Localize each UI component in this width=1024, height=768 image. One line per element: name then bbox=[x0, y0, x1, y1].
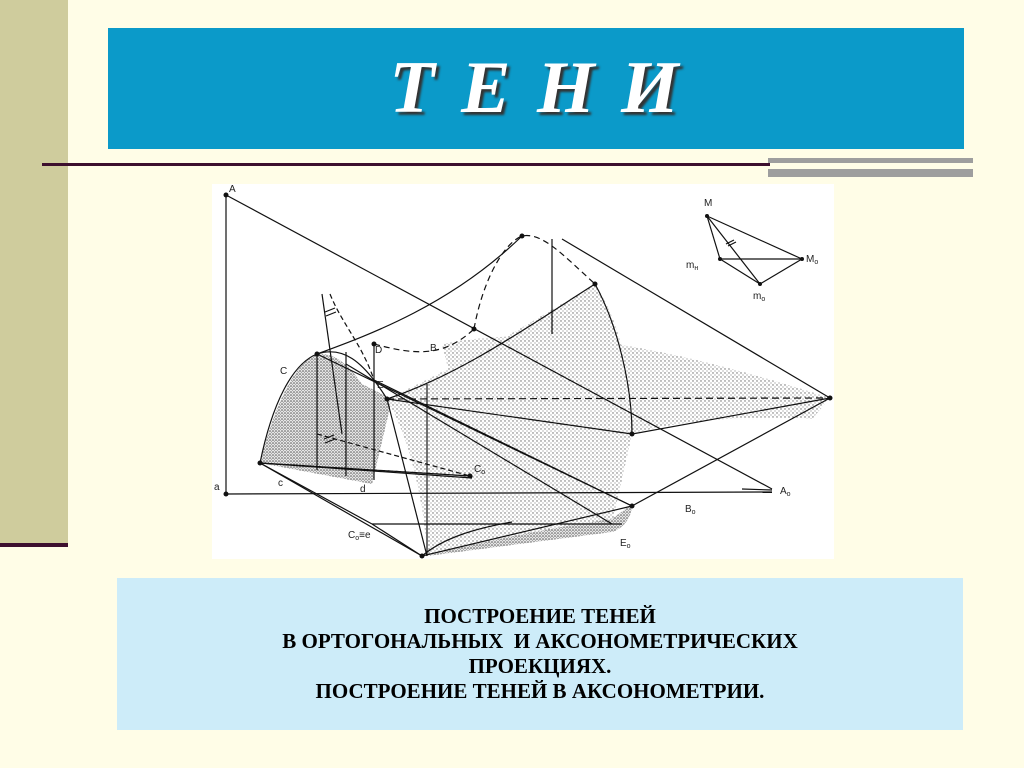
label-Co-equiv-e: $C_o\equiv e$ bbox=[348, 530, 371, 542]
label-mo: $m_o$ bbox=[753, 291, 766, 303]
label-mH: $m_н$ bbox=[686, 260, 699, 272]
left-band-rule bbox=[0, 543, 68, 547]
label-Mo: $M_o$ bbox=[806, 254, 819, 266]
caption-line-2: В ОРТОГОНАЛЬНЫХ И АКСОНОМЕТРИЧЕСКИХ bbox=[282, 629, 798, 653]
label-M: M bbox=[704, 198, 713, 209]
divider-accent-bottom bbox=[768, 169, 973, 177]
label-Eo: $E_o$ bbox=[620, 538, 631, 550]
label-D: D bbox=[375, 345, 383, 356]
slide-title: Т Е Н И bbox=[389, 47, 683, 129]
label-c: c bbox=[278, 478, 283, 489]
title-banner bbox=[108, 28, 964, 149]
label-E: E bbox=[377, 380, 384, 391]
label-d: d bbox=[360, 484, 366, 495]
label-Co: $C_o$ bbox=[474, 464, 486, 476]
label-B: B bbox=[430, 343, 437, 354]
label-Ao: $A_o$ bbox=[780, 486, 791, 498]
left-decorative-band bbox=[0, 0, 68, 547]
divider-accent-top bbox=[768, 158, 973, 163]
shadow-construction-figure bbox=[212, 184, 834, 559]
caption-box bbox=[117, 578, 963, 730]
label-Bo: $B_o$ bbox=[685, 504, 696, 516]
caption-line-1: ПОСТРОЕНИЕ ТЕНЕЙ bbox=[424, 604, 656, 628]
caption-line-4: ПОСТРОЕНИЕ ТЕНЕЙ В АКСОНОМЕТРИИ. bbox=[315, 679, 765, 703]
title-divider bbox=[42, 163, 770, 166]
label-C: C bbox=[280, 366, 288, 377]
caption-line-3: ПРОЕКЦИЯХ. bbox=[468, 654, 612, 678]
label-a: a bbox=[214, 482, 220, 493]
shadow-construction-drawing bbox=[212, 184, 834, 559]
label-A: A bbox=[229, 184, 236, 195]
